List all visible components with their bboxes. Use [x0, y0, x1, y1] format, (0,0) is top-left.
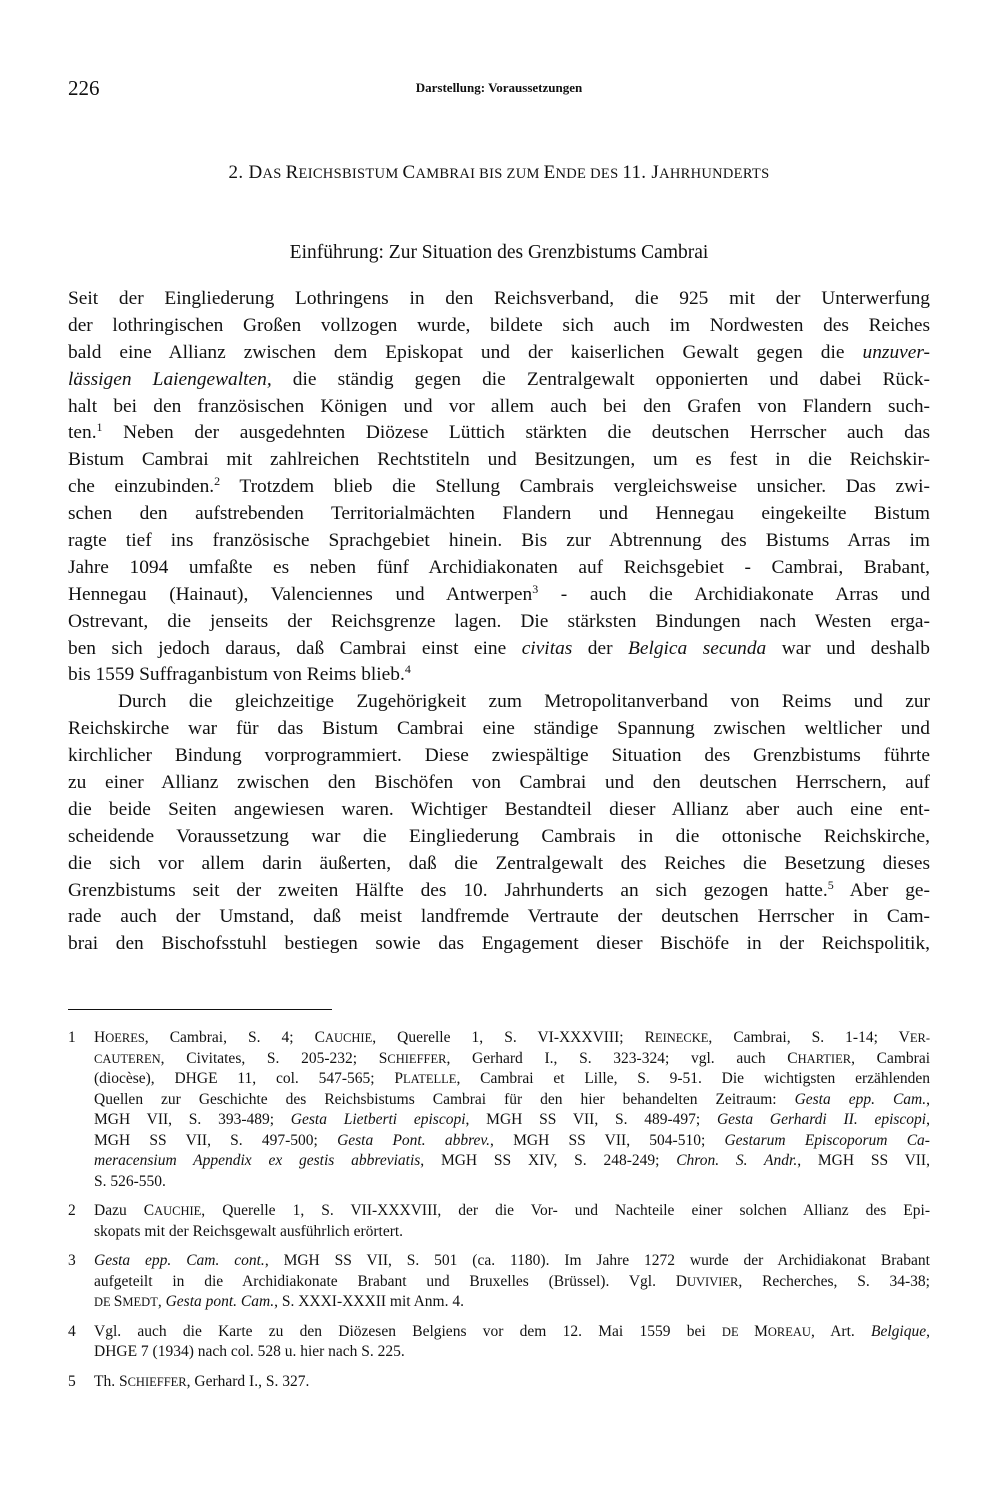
chapter-title [68, 162, 930, 184]
footnote-line: S. 526-550. [94, 1172, 166, 1190]
footnote-line: MGH VII, S. 393-489; Gesta Lietberti episcopi, MGH SS VII, S. 489-497; Gesta Gerhardi II. episcopi, [94, 1111, 930, 1128]
footnote-2 [68, 1201, 930, 1242]
page-number: 226 [68, 76, 100, 100]
footnote-ref: 3 [532, 581, 539, 596]
section-title: Einführung: Zur Situation des Grenzbistums Cambrai [289, 242, 709, 263]
emphasis: Belgica secunda [628, 637, 767, 659]
footnote-line: Gesta epp. Cam. cont., MGH SS VII, S. 501 (ca. 1180). Im Jahre 1272 wurde der Archidiakonat Brabant [94, 1252, 930, 1269]
footnote-line: DHGE 7 (1934) nach col. 528 u. hier nach S. 225. [94, 1343, 405, 1360]
footnote-line: Quellen zur Geschichte des Reichsbistums Cambrai für den hier behandelten Zeitraum: Gesta epp. Cam., [94, 1090, 931, 1108]
text-line: ten.$^1$ Neben der ausgedehnten Diözese Lüttich stärkten die deutschen Herrscher auch das [68, 420, 930, 444]
text-line: die sich vor allem darin äußerten, daß die Zentralgewalt des Reiches die Besetzung dieses [68, 852, 930, 874]
footnote-line: (diocèse), DHGE 11, col. 547-565; PLATELLE, Cambrai et Lille, S. 9-51. Die wichtigsten erzählenden [94, 1070, 930, 1087]
text-line: zu einer Allianz zwischen den Bischöfen von Cambrai und den deutschen Herrschern, auf [68, 772, 930, 794]
footnote-separator [68, 1009, 332, 1010]
emphasis: lässigen Laiengewalten, [68, 368, 272, 390]
footnote-line: DE SMEDT, Gesta pont. Cam., S. XXXI-XXXII mit Anm. 4. [94, 1293, 464, 1310]
footnote-ref: 1 [96, 420, 103, 435]
paragraph-2 [68, 689, 930, 958]
chapter-title-text: DAS REICHSBISTUM CAMBRAI BIS ZUM ENDE DES 11. JAHRHUNDERTS [248, 162, 770, 183]
text-line: Hennegau (Hainaut), Valenciennes und Antwerpen$^3$ - auch die Archidiakonate Arras und [68, 581, 930, 605]
footnote-number: 3 [68, 1252, 76, 1269]
footnote-line: Dazu CAUCHIE, Querelle 1, S. VII-XXXVIII, der die Vor- und Nachteile einer solchen Allianz des Epi- [94, 1202, 930, 1219]
page-header [68, 76, 930, 102]
text-line: lässigen Laiengewalten, die ständig gegen die Zentralgewalt opponierten und dabei Rück- [68, 368, 930, 390]
footnote-3 [68, 1251, 930, 1313]
emphasis: civitas [521, 637, 573, 659]
body-text [68, 286, 930, 958]
text-line: che einzubinden.$^2$ Trotzdem blieb die Stellung Cambrais vergleichsweise unsicher. Das zwi- [68, 474, 930, 498]
footnote-line: CAUTEREN, Civitates, S. 205-232; SCHIEFFER, Gerhard I., S. 323-324; vgl. auch CHARTIER, Cambrai [94, 1049, 931, 1067]
text-line: rade auch der Umstand, daß meist landfremde Vertraute der deutschen Herrscher in Cam- [68, 906, 930, 928]
text-line: scheidende Voraussetzung war die Eingliederung Cambrais in die ottonische Reichskirche, [68, 825, 930, 847]
footnotes [68, 1028, 930, 1401]
text-line: kirchlicher Bindung vorprogrammiert. Diese zwiespältige Situation des Grenzbistums führte [68, 745, 930, 767]
text-line: Grenzbistums seit der zweiten Hälfte des 10. Jahrhunderts an sich gezogen hatte.$^5$ Aber ge- [68, 877, 930, 901]
text-line: bis 1559 Suffraganbistum von Reims blieb.$^4$ [68, 662, 411, 686]
footnote-line: MGH SS VII, S. 497-500; Gesta Pont. abbrev., MGH SS VII, 504-510; Gestarum Episcoporum Ca- [94, 1131, 930, 1149]
footnote-ref: 2 [214, 474, 221, 489]
chapter-number: 2. [228, 162, 244, 183]
text-line: Bistum Cambrai mit zahlreichen Rechtstiteln und Besitzungen, um es fest in die Reichskir- [68, 449, 930, 471]
text-line: brai den Bischofsstuhl bestiegen sowie das Engagement dieser Bischöfe in der Reichspolitik, [68, 933, 930, 955]
footnote-line: skopats mit der Reichsgewalt ausführlich erörtert. [94, 1222, 404, 1240]
text-line: Ostrevant, die jenseits der Reichsgrenze lagen. Die stärksten Bindungen nach Westen erga- [68, 610, 930, 632]
footnote-number: 5 [68, 1372, 76, 1390]
footnote-line: aufgeteilt in die Archidiakonate Brabant und Bruxelles (Brüssel). Vgl. DUVIVIER, Recherches, S. 34-38; [94, 1272, 930, 1290]
text-line: halt bei den französischen Königen und vor allem auch bei den Grafen von Flandern such- [68, 395, 930, 417]
footnote-1 [68, 1028, 930, 1192]
running-head: Darstellung: Voraussetzungen [415, 80, 583, 95]
footnote-ref: 5 [827, 877, 834, 892]
footnote-line: Th. SCHIEFFER, Gerhard I., S. 327. [94, 1372, 310, 1390]
footnote-5 [68, 1372, 930, 1393]
text-line: der lothringischen Großen vollzogen wurde, bildete sich auch im Nordwesten des Reiches [68, 314, 930, 336]
footnote-number: 4 [68, 1322, 76, 1340]
footnote-number: 2 [68, 1202, 76, 1219]
text-line: schen den aufstrebenden Territorialmächten Flandern und Hennegau eingekeilte Bistum [68, 503, 930, 525]
text-line: ragte tief ins französische Sprachgebiet hinein. Bis zur Abtrennung des Bistums Arras im [68, 530, 930, 552]
footnote-ref: 4 [404, 662, 411, 677]
footnote-line: Vgl. auch die Karte zu den Diözesen Belgiens vor dem 12. Mai 1559 bei DE MOREAU, Art. Belgique, [94, 1322, 930, 1340]
text-line: Durch die gleichzeitige Zugehörigkeit zum Metropolitanverband von Reims und zur [118, 691, 930, 713]
footnote-line: meracensium Appendix ex gestis abbreviatis, MGH SS XIV, S. 248-249; Chron. S. Andr., MGH SS VII, [94, 1152, 930, 1169]
text-line: Jahre 1094 umfaßte es neben fünf Archidiakonaten auf Reichsgebiet - Cambrai, Brabant, [68, 556, 930, 578]
text-line: bald eine Allianz zwischen dem Episkopat und der kaiserlichen Gewalt gegen die unzuver- [68, 341, 930, 363]
footnote-number: 1 [68, 1029, 76, 1046]
footnote-4 [68, 1322, 930, 1363]
text-line: Seit der Eingliederung Lothringens in den Reichsverband, die 925 mit der Unterwerfung [68, 288, 930, 309]
emphasis: unzuver- [862, 341, 930, 363]
paragraph-1 [68, 286, 930, 689]
text-line: Reichskirche war für das Bistum Cambrai eine ständige Spannung zwischen weltlicher und [68, 718, 930, 740]
footnote-line: HOERES, Cambrai, S. 4; CAUCHIE, Querelle 1, S. VI-XXXVIII; REINECKE, Cambrai, S. 1-14; VER- [94, 1029, 930, 1046]
text-line: ben sich jedoch daraus, daß Cambrai einst eine civitas der Belgica secunda war und deshalb [68, 637, 930, 659]
text-line: die beide Seiten angewiesen waren. Wichtiger Bestandteil dieser Allianz aber auch eine ent- [68, 798, 930, 820]
